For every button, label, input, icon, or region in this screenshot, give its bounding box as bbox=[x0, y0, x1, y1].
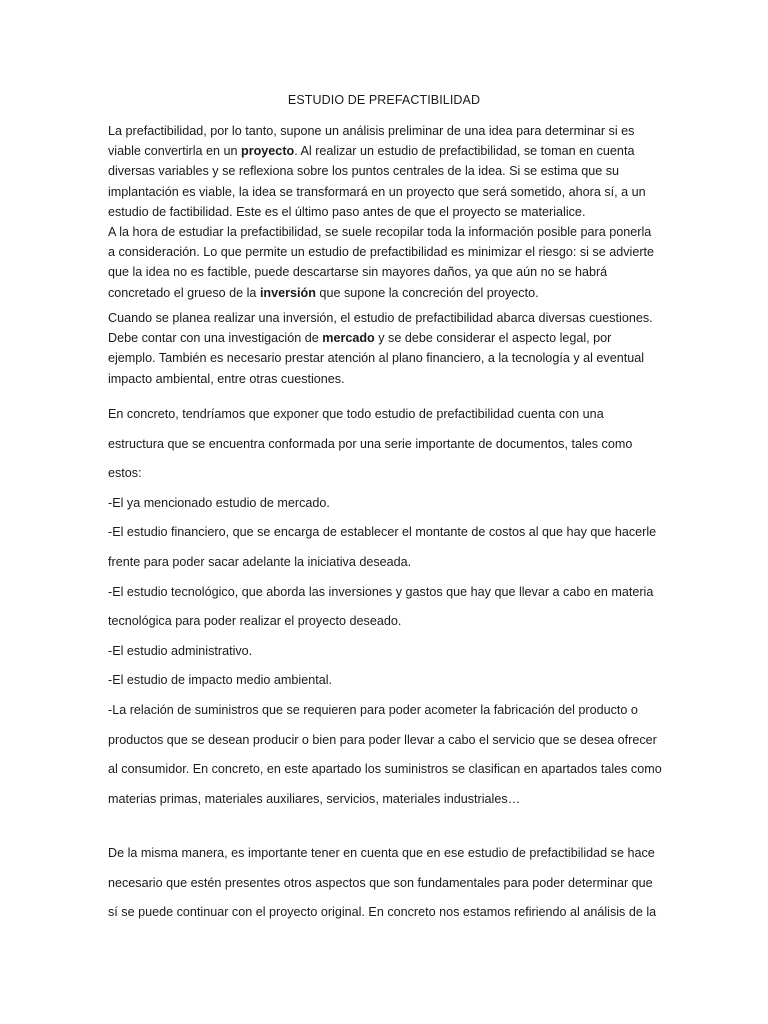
paragraph-4-line: En concreto, tendríamos que exponer que todo estudio de prefactibilidad cuenta con una bbox=[108, 407, 604, 421]
paragraph-2 bbox=[108, 222, 660, 303]
keyword-proyecto: proyecto bbox=[241, 144, 295, 159]
list-item-tecnologico: -El estudio tecnológico, que aborda las inversiones y gastos que hay que llevar a cabo en materia bbox=[108, 584, 654, 599]
list-item-financiero: -El estudio financiero, que se encarga de establecer el montante de costos al que hay que hacerle bbox=[108, 525, 657, 540]
list-item-tecnologico-cont: tecnológica para poder realizar el proyecto deseado. bbox=[108, 614, 402, 629]
keyword-inversion: inversión bbox=[259, 285, 316, 300]
paragraph-5-line: necesario que estén presentes otros aspectos que son fundamentales para poder determinar que bbox=[108, 875, 653, 890]
paragraph-4 bbox=[108, 400, 660, 814]
paragraph-3-text-a: Cuando se planea realizar una inversión, el estudio de prefactibilidad abarca diversas cuestiones. Debe contar con una investigación de bbox=[108, 311, 653, 346]
paragraph-2-text-c: que supone la concreción del proyecto. bbox=[315, 285, 539, 300]
list-item-suministros-cont: al consumidor. En concreto, en este apartado los suministros se clasifican en apartados tales como bbox=[108, 762, 662, 777]
paragraph-4-line: estructura que se encuentra conformada por una serie importante de documentos, tales como bbox=[108, 436, 633, 451]
paragraph-3 bbox=[108, 308, 660, 389]
paragraph-1-text-a: La prefactibilidad, por lo tanto, supone un análisis preliminar de una idea para determinar si es viable convertirla en un bbox=[108, 124, 635, 159]
keyword-mercado: mercado bbox=[322, 331, 375, 346]
list-item-suministros-cont: productos que se desean producir o bien para poder llevar a cabo el servicio que se desea ofrecer bbox=[108, 732, 657, 747]
list-item-suministros: -La relación de suministros que se requieren para poder acometer la fabricación del producto o bbox=[108, 702, 638, 717]
paragraph-2-text-a: A la hora de estudiar la prefactibilidad, se suele recopilar toda la información posible para ponerla a consideración. Lo que permite un estudio de prefactibilidad es minimizar el riesgo: si se advierte que la idea no es factible, puede descartarse sin mayores daños, ya que aún no se habrá concretado el grueso de la bbox=[108, 225, 655, 300]
list-item-mercado: -El ya mencionado estudio de mercado. bbox=[108, 495, 330, 510]
paragraph-1 bbox=[108, 121, 660, 222]
paragraph-5-line: sí se puede continuar con el proyecto original. En concreto nos estamos refiriendo al análisis de la bbox=[108, 905, 657, 920]
paragraph-1-text-c: . Al realizar un estudio de prefactibilidad, se toman en cuenta diversas variables y se reflexiona sobre los puntos centrales de la idea. Si se estima que su implantación es viable, la idea se transformará en un proyecto que será sometido, ahora sí, a un estudio de factibilidad. Este es el último paso antes de que el proyecto se materialice. bbox=[108, 144, 646, 219]
list-item-ambiental: -El estudio de impacto medio ambiental. bbox=[108, 673, 333, 688]
paragraph-4-line: estos: bbox=[108, 466, 142, 481]
list-item-financiero-cont: frente para poder sacar adelante la iniciativa deseada. bbox=[108, 554, 412, 569]
paragraph-3-text-c: y se debe considerar el aspecto legal, por ejemplo. También es necesario prestar atención al plano financiero, a la tecnología y al eventual impacto ambiental, entre otras cuestiones. bbox=[108, 331, 645, 386]
list-item-administrativo: -El estudio administrativo. bbox=[108, 643, 253, 658]
document-title: ESTUDIO DE PREFACTIBILIDAD bbox=[287, 93, 481, 107]
paragraph-5 bbox=[108, 839, 660, 928]
list-item-suministros-cont: materias primas, materiales auxiliares, servicios, materiales industriales… bbox=[108, 791, 521, 806]
paragraph-5-line: De la misma manera, es importante tener en cuenta que en ese estudio de prefactibilidad se hace bbox=[108, 846, 655, 860]
